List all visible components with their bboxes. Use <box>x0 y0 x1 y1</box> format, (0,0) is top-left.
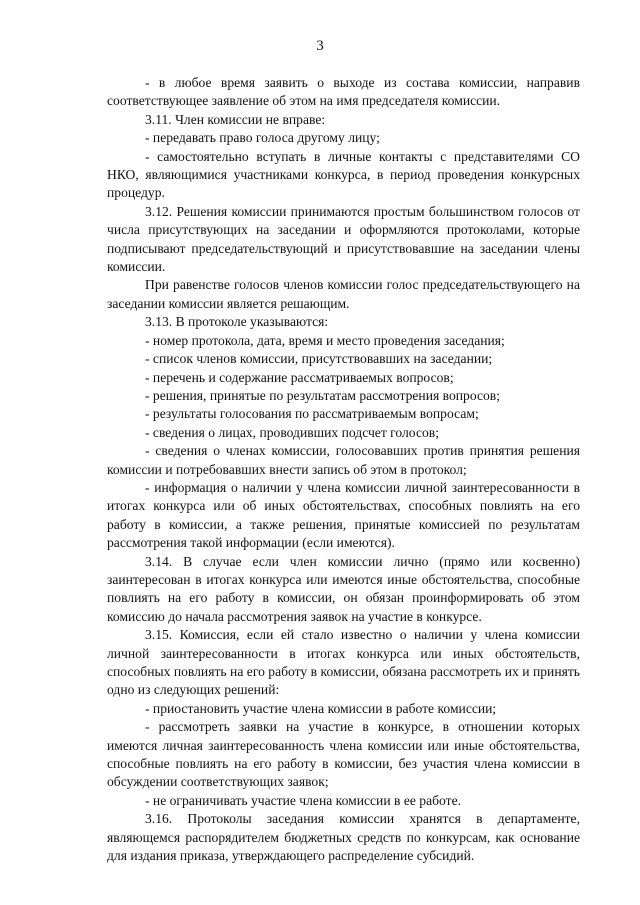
paragraph-3-13-heading: 3.13. В протоколе указываются: <box>145 314 329 330</box>
list-item: - список членов комиссии, присутствовавших на заседании; <box>145 351 493 367</box>
list-item: - передавать право голоса другому лицу; <box>145 130 380 146</box>
list-item: - не ограничивать участие члена комиссии в ее работе. <box>145 792 462 808</box>
list-item: - самостоятельно вступать в личные контакты с представителями СО НКО, являющимися участниками конкурса, в период проведения конкурсных процедур. <box>107 148 580 201</box>
page-number: 3 <box>316 38 324 54</box>
list-item: - решения, принятые по результатам рассмотрения вопросов; <box>145 387 500 403</box>
list-item: - приостановить участие члена комиссии в работе комиссии; <box>145 700 497 716</box>
paragraph-tie-vote: При равенстве голосов членов комиссии голос председательствующего на заседании комиссии является решающим. <box>107 277 580 311</box>
document-body <box>107 74 580 865</box>
list-item: - результаты голосования по рассматриваемым вопросам; <box>145 406 479 422</box>
paragraph-3-16: 3.16. Протоколы заседания комиссии хранятся в департаменте, являющемся распорядителем бюджетных средств по конкурсам, как основание для издания приказа, утверждающего распределение субсидий. <box>107 811 580 864</box>
list-item: - номер протокола, дата, время и место проведения заседания; <box>145 332 505 348</box>
paragraph-3-14: 3.14. В случае если член комиссии лично (прямо или косвенно) заинтересован в итогах конкурса или имеются иные обстоятельства, способные повлиять на его работу в комиссии, он обязан проинформировать об этом комиссию до начала рассмотрения заявок на участие в конкурсе. <box>107 553 580 624</box>
list-item: - рассмотреть заявки на участие в конкурсе, в отношении которых имеются личная заинтересованность члена комиссии или иные обстоятельства, способные повлиять на его работу в комиссии, без участия члена комиссии в обсуждении соответствующих заявок; <box>107 719 580 790</box>
list-item: - сведения о лицах, проводивших подсчет голосов; <box>145 424 439 440</box>
paragraph-right-to-withdraw: - в любое время заявить о выходе из состава комиссии, направив соответствующее заявление об этом на имя председателя комиссии. <box>107 75 580 109</box>
list-item: - сведения о членах комиссии, голосовавших против принятия решения комиссии и потребовавших внести запись об этом в протокол; <box>107 443 580 477</box>
paragraph-3-11-heading: 3.11. Член комиссии не вправе: <box>145 111 326 127</box>
paragraph-3-12: 3.12. Решения комиссии принимаются простым большинством голосов от числа присутствующих на заседании и оформляются протоколами, которые подписывают председательствующий и присутствовавшие на заседании члены комиссии. <box>107 203 580 275</box>
list-item: - перечень и содержание рассматриваемых вопросов; <box>145 369 454 385</box>
list-item: - информация о наличии у члена комиссии личной заинтересованности в итогах конкурса или об иных обстоятельствах, способных повлиять на его работу в комиссии, а также решения, принятые комиссией по результатам рассмотрения такой информации (если имеются). <box>107 479 580 551</box>
paragraph-3-15: 3.15. Комиссия, если ей стало известно о наличии у члена комиссии личной заинтересованности в итогах конкурса или иных обстоятельств, способных повлиять на его работу в комиссии, обязана рассмотреть их и принять одно из следующих решений: <box>107 627 580 698</box>
